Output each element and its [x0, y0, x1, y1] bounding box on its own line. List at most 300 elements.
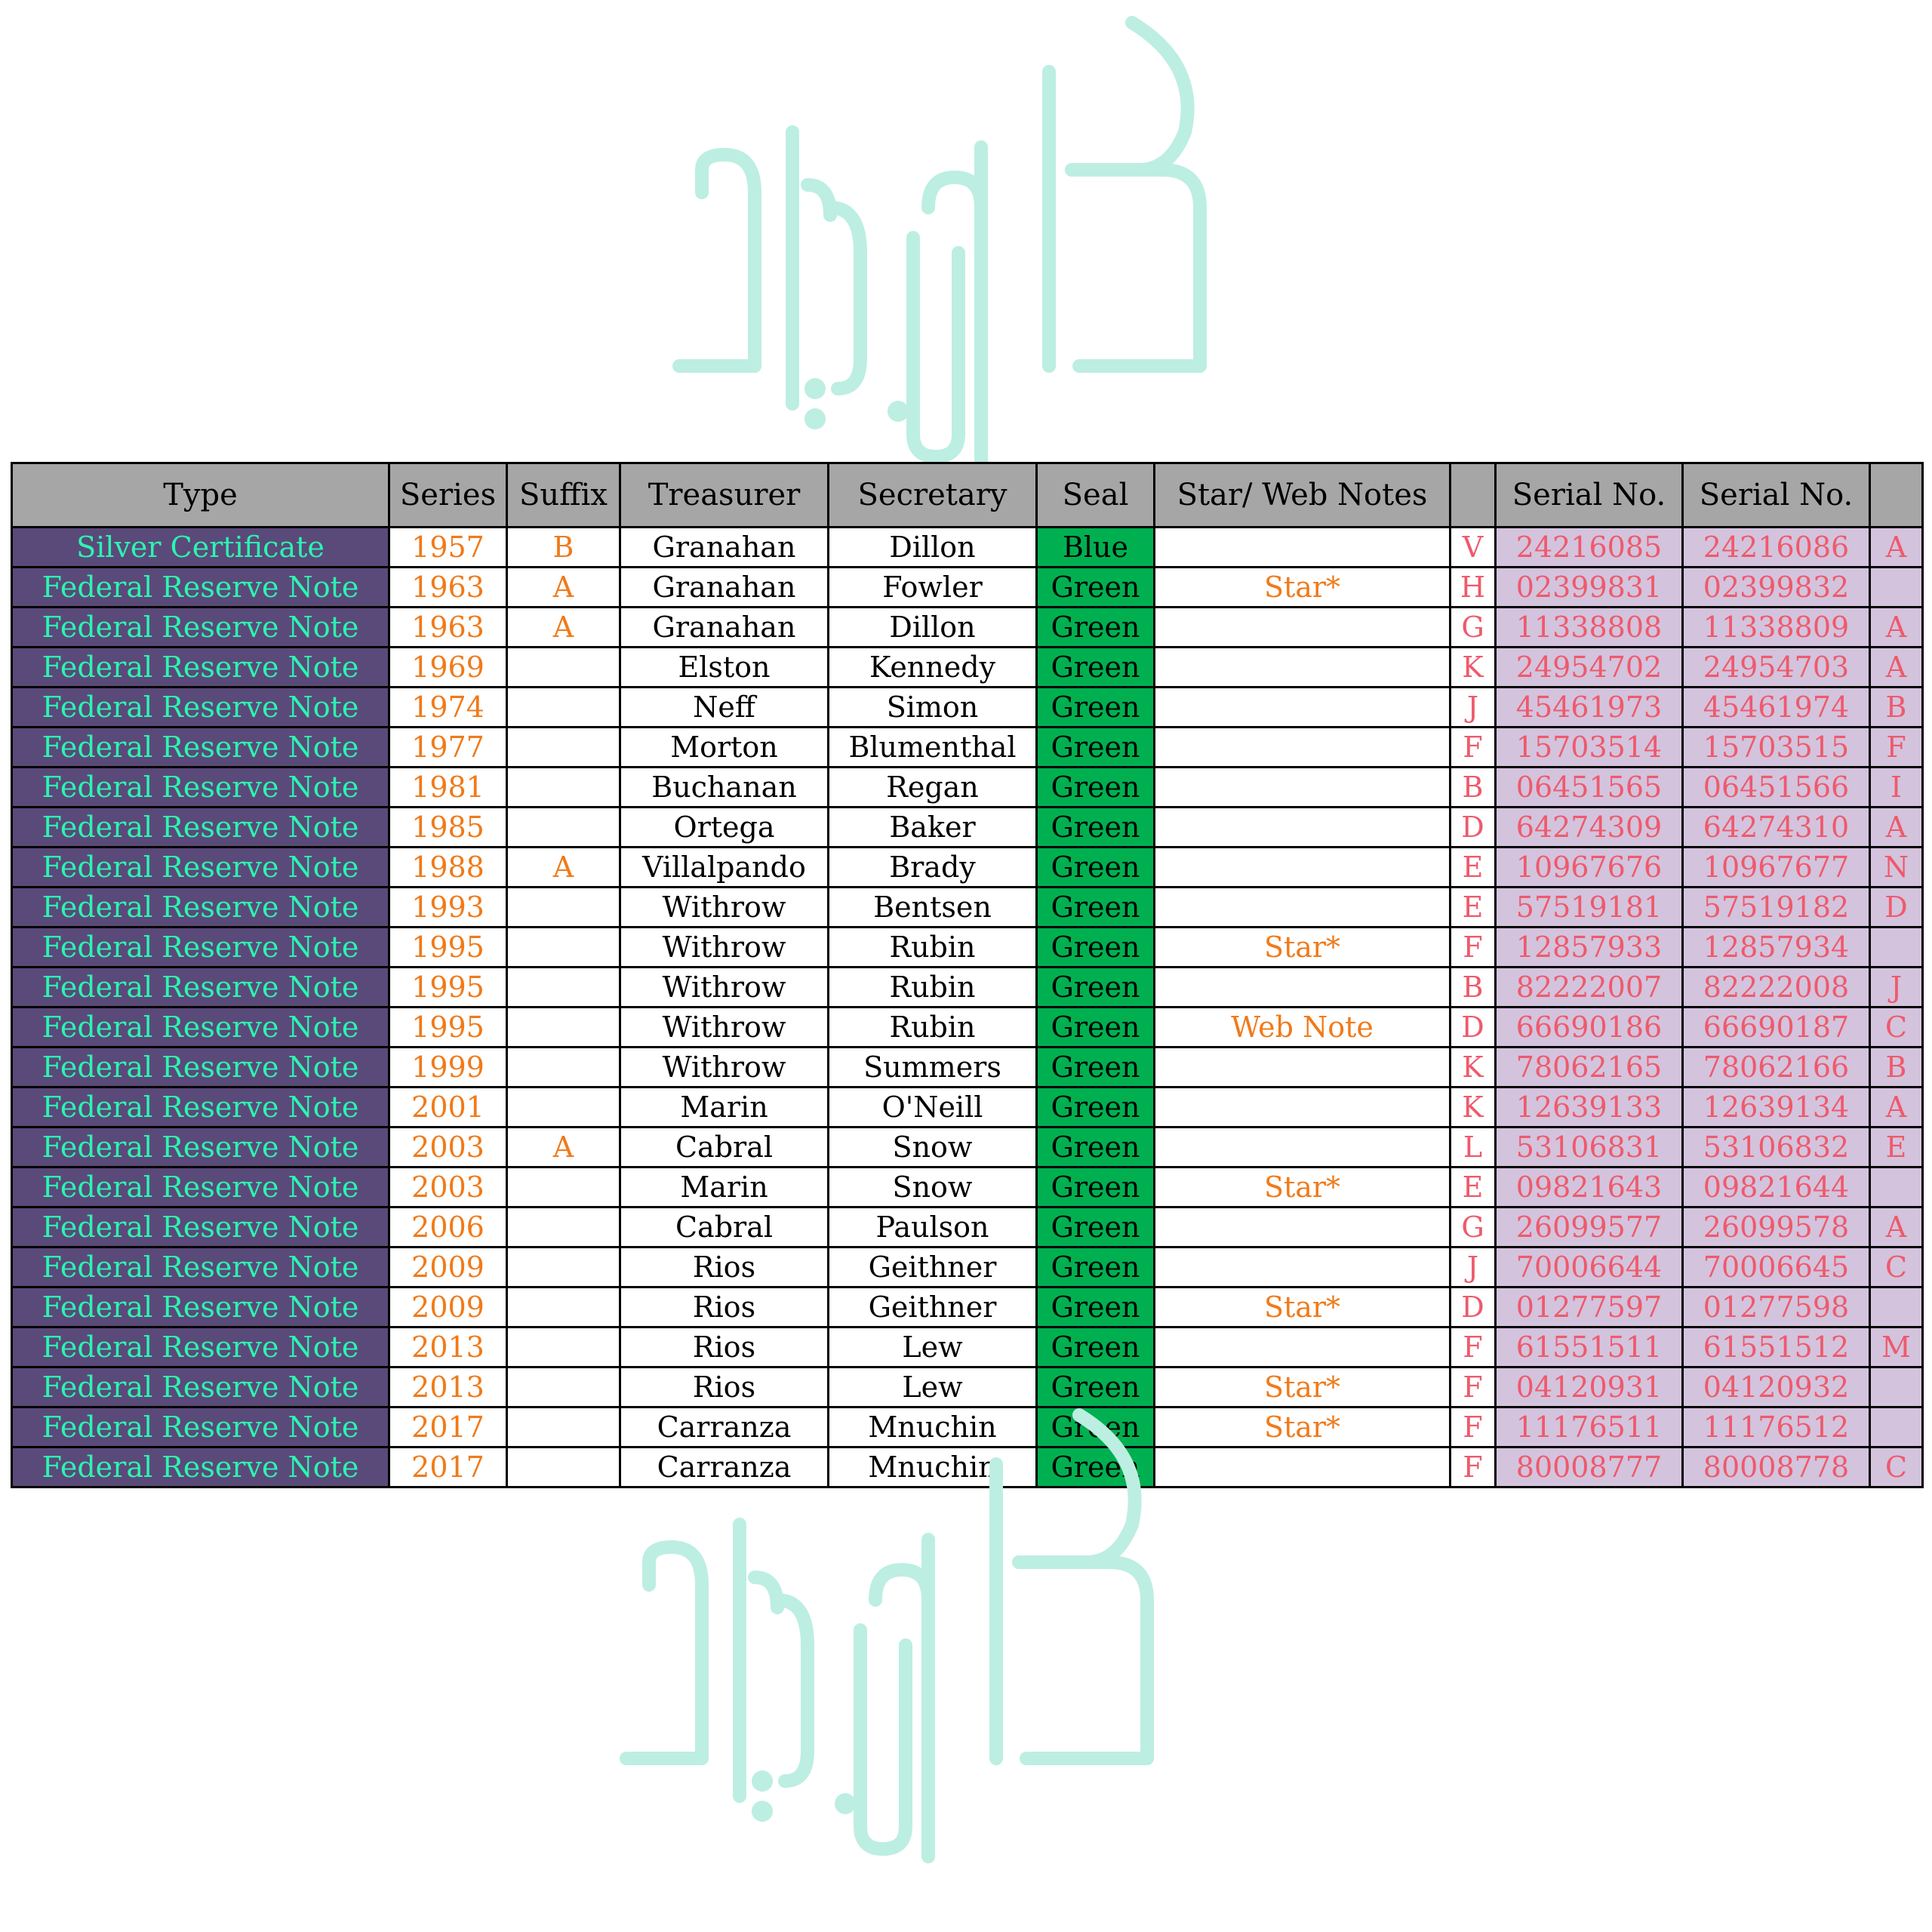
cell-suffix: A: [507, 848, 620, 888]
cell-star-web-note: [1155, 1247, 1451, 1287]
cell-serial-1: 61551511: [1496, 1327, 1683, 1367]
cell-serial-2: 02399832: [1683, 568, 1870, 608]
cell-serial-prefix: L: [1451, 1128, 1496, 1168]
cell-serial-1: 70006644: [1496, 1247, 1683, 1287]
cell-serial-prefix: E: [1451, 1168, 1496, 1208]
cell-secretary: Lew: [829, 1327, 1037, 1367]
column-header-block: [1870, 463, 1923, 528]
cell-series: 1977: [389, 728, 507, 768]
cell-type: Federal Reserve Note: [12, 888, 389, 928]
cell-star-web-note: [1155, 888, 1451, 928]
table-row: [12, 1327, 1923, 1367]
table-row: [12, 1048, 1923, 1088]
cell-serial-prefix: G: [1451, 608, 1496, 648]
cell-serial-2: 70006645: [1683, 1247, 1870, 1287]
cell-serial-block: C: [1870, 1247, 1923, 1287]
cell-type: Federal Reserve Note: [12, 1168, 389, 1208]
cell-serial-prefix: F: [1451, 928, 1496, 968]
column-header-treasurer: Treasurer: [620, 463, 829, 528]
cell-serial-block: B: [1870, 1048, 1923, 1088]
cell-serial-1: 64274309: [1496, 808, 1683, 848]
header-row: [12, 463, 1923, 528]
cell-serial-prefix: K: [1451, 1048, 1496, 1088]
cell-suffix: [507, 928, 620, 968]
cell-serial-1: 01277597: [1496, 1287, 1683, 1327]
cell-serial-prefix: V: [1451, 528, 1496, 568]
table-row: [12, 1168, 1923, 1208]
table-row: [12, 1367, 1923, 1407]
table-row: [12, 1008, 1923, 1048]
cell-type: Federal Reserve Note: [12, 1128, 389, 1168]
cell-type: Federal Reserve Note: [12, 1447, 389, 1487]
cell-serial-1: 11338808: [1496, 608, 1683, 648]
cell-serial-1: 10967676: [1496, 848, 1683, 888]
cell-serial-1: 15703514: [1496, 728, 1683, 768]
cell-seal: Green: [1037, 1208, 1155, 1247]
cell-seal: Green: [1037, 1287, 1155, 1327]
cell-secretary: Brady: [829, 848, 1037, 888]
cell-secretary: Blumenthal: [829, 728, 1037, 768]
cell-secretary: O'Neill: [829, 1088, 1037, 1128]
cell-series: 2013: [389, 1327, 507, 1367]
table-row: [12, 848, 1923, 888]
cell-serial-block: [1870, 1367, 1923, 1407]
cell-seal: Green: [1037, 648, 1155, 688]
cell-seal: Green: [1037, 888, 1155, 928]
cell-serial-prefix: B: [1451, 768, 1496, 808]
cell-suffix: A: [507, 608, 620, 648]
table-row: [12, 1247, 1923, 1287]
cell-type: Federal Reserve Note: [12, 568, 389, 608]
cell-serial-1: 06451565: [1496, 768, 1683, 808]
cell-treasurer: Cabral: [620, 1208, 829, 1247]
cell-treasurer: Buchanan: [620, 768, 829, 808]
cell-type: Federal Reserve Note: [12, 1208, 389, 1247]
cell-treasurer: Elston: [620, 648, 829, 688]
cell-star-web-note: Star*: [1155, 568, 1451, 608]
cell-series: 1995: [389, 968, 507, 1008]
table-body: [12, 528, 1923, 1487]
cell-type: Federal Reserve Note: [12, 1367, 389, 1407]
column-header-serial-2: Serial No.: [1683, 463, 1870, 528]
cell-serial-block: A: [1870, 1208, 1923, 1247]
cell-seal: Green: [1037, 1367, 1155, 1407]
cell-star-web-note: [1155, 728, 1451, 768]
cell-serial-1: 78062165: [1496, 1048, 1683, 1088]
cell-serial-block: [1870, 928, 1923, 968]
cell-type: Federal Reserve Note: [12, 688, 389, 728]
cell-star-web-note: [1155, 1088, 1451, 1128]
cell-serial-1: 66690186: [1496, 1008, 1683, 1048]
cell-serial-2: 10967677: [1683, 848, 1870, 888]
cell-suffix: [507, 688, 620, 728]
cell-serial-prefix: B: [1451, 968, 1496, 1008]
cell-serial-1: 02399831: [1496, 568, 1683, 608]
cell-serial-2: 45461974: [1683, 688, 1870, 728]
cell-type: Federal Reserve Note: [12, 608, 389, 648]
cell-secretary: Bentsen: [829, 888, 1037, 928]
cell-secretary: Dillon: [829, 528, 1037, 568]
cell-serial-1: 12639133: [1496, 1088, 1683, 1128]
cell-seal: Green: [1037, 1008, 1155, 1048]
cell-series: 1974: [389, 688, 507, 728]
cell-seal: Green: [1037, 968, 1155, 1008]
currency-notes-table: [11, 462, 1924, 1488]
table-row: [12, 1128, 1923, 1168]
cell-star-web-note: [1155, 608, 1451, 648]
cell-serial-1: 11176511: [1496, 1407, 1683, 1447]
cell-serial-1: 12857933: [1496, 928, 1683, 968]
cell-serial-prefix: F: [1451, 1407, 1496, 1447]
cell-secretary: Dillon: [829, 608, 1037, 648]
cell-serial-2: 06451566: [1683, 768, 1870, 808]
cell-type: Federal Reserve Note: [12, 1407, 389, 1447]
cell-suffix: [507, 1367, 620, 1407]
cell-star-web-note: [1155, 1048, 1451, 1088]
cell-star-web-note: Star*: [1155, 1407, 1451, 1447]
cell-treasurer: Morton: [620, 728, 829, 768]
cell-series: 1995: [389, 1008, 507, 1048]
cell-type: Federal Reserve Note: [12, 1088, 389, 1128]
cell-seal: Green: [1037, 1407, 1155, 1447]
cell-seal: Green: [1037, 688, 1155, 728]
cell-seal: Green: [1037, 768, 1155, 808]
cell-treasurer: Ortega: [620, 808, 829, 848]
cell-serial-block: [1870, 1287, 1923, 1327]
cell-secretary: Kennedy: [829, 648, 1037, 688]
table-row: [12, 648, 1923, 688]
cell-seal: Green: [1037, 1168, 1155, 1208]
cell-type: Federal Reserve Note: [12, 928, 389, 968]
column-header-serial-1: Serial No.: [1496, 463, 1683, 528]
cell-serial-prefix: J: [1451, 1247, 1496, 1287]
cell-serial-block: M: [1870, 1327, 1923, 1367]
cell-seal: Green: [1037, 728, 1155, 768]
cell-series: 2006: [389, 1208, 507, 1247]
cell-serial-2: 12857934: [1683, 928, 1870, 968]
cell-treasurer: Rios: [620, 1287, 829, 1327]
cell-serial-1: 24216085: [1496, 528, 1683, 568]
cell-series: 2003: [389, 1168, 507, 1208]
cell-series: 2017: [389, 1447, 507, 1487]
cell-suffix: [507, 888, 620, 928]
cell-treasurer: Granahan: [620, 528, 829, 568]
cell-serial-1: 24954702: [1496, 648, 1683, 688]
cell-type: Federal Reserve Note: [12, 1287, 389, 1327]
cell-secretary: Geithner: [829, 1287, 1037, 1327]
cell-serial-1: 80008777: [1496, 1447, 1683, 1487]
cell-treasurer: Carranza: [620, 1407, 829, 1447]
cell-serial-block: J: [1870, 968, 1923, 1008]
cell-serial-2: 24954703: [1683, 648, 1870, 688]
cell-type: Federal Reserve Note: [12, 1048, 389, 1088]
cell-serial-2: 11338809: [1683, 608, 1870, 648]
cell-suffix: B: [507, 528, 620, 568]
cell-suffix: [507, 1447, 620, 1487]
cell-star-web-note: [1155, 848, 1451, 888]
table-row: [12, 728, 1923, 768]
cell-seal: Green: [1037, 1048, 1155, 1088]
cell-seal: Green: [1037, 568, 1155, 608]
cell-serial-1: 57519181: [1496, 888, 1683, 928]
cell-treasurer: Granahan: [620, 608, 829, 648]
cell-secretary: Snow: [829, 1128, 1037, 1168]
cell-secretary: Lew: [829, 1367, 1037, 1407]
cell-suffix: [507, 728, 620, 768]
cell-seal: Green: [1037, 1447, 1155, 1487]
cell-serial-prefix: F: [1451, 1327, 1496, 1367]
cell-series: 2017: [389, 1407, 507, 1447]
cell-suffix: [507, 1168, 620, 1208]
cell-treasurer: Carranza: [620, 1447, 829, 1487]
cell-serial-block: C: [1870, 1008, 1923, 1048]
cell-treasurer: Neff: [620, 688, 829, 728]
cell-suffix: [507, 1088, 620, 1128]
cell-serial-block: A: [1870, 1088, 1923, 1128]
cell-seal: Green: [1037, 1128, 1155, 1168]
cell-series: 1988: [389, 848, 507, 888]
cell-serial-1: 82222007: [1496, 968, 1683, 1008]
column-header-type: Type: [12, 463, 389, 528]
cell-serial-block: A: [1870, 808, 1923, 848]
cell-secretary: Geithner: [829, 1247, 1037, 1287]
cell-series: 1963: [389, 568, 507, 608]
cell-type: Federal Reserve Note: [12, 768, 389, 808]
table-row: [12, 888, 1923, 928]
column-header-seal: Seal: [1037, 463, 1155, 528]
cell-suffix: [507, 808, 620, 848]
cell-secretary: Regan: [829, 768, 1037, 808]
column-header-suffix: Suffix: [507, 463, 620, 528]
cell-secretary: Simon: [829, 688, 1037, 728]
cell-series: 2001: [389, 1088, 507, 1128]
cell-serial-block: A: [1870, 528, 1923, 568]
cell-star-web-note: Web Note: [1155, 1008, 1451, 1048]
cell-serial-2: 15703515: [1683, 728, 1870, 768]
cell-serial-block: E: [1870, 1128, 1923, 1168]
cell-serial-2: 01277598: [1683, 1287, 1870, 1327]
cell-suffix: A: [507, 568, 620, 608]
table-row: [12, 808, 1923, 848]
cell-seal: Green: [1037, 1247, 1155, 1287]
cell-serial-prefix: J: [1451, 688, 1496, 728]
cell-series: 1969: [389, 648, 507, 688]
cell-series: 1963: [389, 608, 507, 648]
cell-serial-prefix: E: [1451, 888, 1496, 928]
cell-serial-block: F: [1870, 728, 1923, 768]
cell-suffix: A: [507, 1128, 620, 1168]
cell-serial-prefix: F: [1451, 728, 1496, 768]
cell-secretary: Paulson: [829, 1208, 1037, 1247]
cell-secretary: Rubin: [829, 968, 1037, 1008]
cell-series: 1999: [389, 1048, 507, 1088]
cell-serial-2: 64274310: [1683, 808, 1870, 848]
cell-serial-2: 12639134: [1683, 1088, 1870, 1128]
cell-type: Federal Reserve Note: [12, 728, 389, 768]
cell-treasurer: Marin: [620, 1088, 829, 1128]
cell-serial-block: I: [1870, 768, 1923, 808]
cell-seal: Green: [1037, 808, 1155, 848]
table-row: [12, 1407, 1923, 1447]
cell-serial-prefix: D: [1451, 808, 1496, 848]
cell-suffix: [507, 1407, 620, 1447]
cell-type: Federal Reserve Note: [12, 1008, 389, 1048]
cell-serial-prefix: G: [1451, 1208, 1496, 1247]
table-row: [12, 768, 1923, 808]
cell-seal: Green: [1037, 1327, 1155, 1367]
cell-serial-prefix: K: [1451, 1088, 1496, 1128]
cell-star-web-note: [1155, 688, 1451, 728]
cell-star-web-note: [1155, 968, 1451, 1008]
cell-series: 2013: [389, 1367, 507, 1407]
cell-type: Silver Certificate: [12, 528, 389, 568]
cell-serial-2: 11176512: [1683, 1407, 1870, 1447]
cell-serial-prefix: K: [1451, 648, 1496, 688]
table-row: [12, 688, 1923, 728]
cell-series: 2009: [389, 1287, 507, 1327]
column-header-star-web-notes: Star/ Web Notes: [1155, 463, 1451, 528]
cell-serial-2: 04120932: [1683, 1367, 1870, 1407]
cell-serial-1: 26099577: [1496, 1208, 1683, 1247]
table-row: [12, 608, 1923, 648]
cell-secretary: Rubin: [829, 1008, 1037, 1048]
cell-treasurer: Granahan: [620, 568, 829, 608]
cell-secretary: Mnuchin: [829, 1407, 1037, 1447]
cell-secretary: Baker: [829, 808, 1037, 848]
cell-serial-2: 09821644: [1683, 1168, 1870, 1208]
cell-suffix: [507, 1048, 620, 1088]
cell-star-web-note: Star*: [1155, 1168, 1451, 1208]
cell-serial-prefix: D: [1451, 1008, 1496, 1048]
cell-serial-block: A: [1870, 608, 1923, 648]
cell-serial-1: 09821643: [1496, 1168, 1683, 1208]
cell-seal: Green: [1037, 1088, 1155, 1128]
cell-series: 1995: [389, 928, 507, 968]
table-row: [12, 928, 1923, 968]
cell-treasurer: Withrow: [620, 928, 829, 968]
cell-suffix: [507, 968, 620, 1008]
table-row: [12, 1208, 1923, 1247]
cell-type: Federal Reserve Note: [12, 808, 389, 848]
cell-series: 1981: [389, 768, 507, 808]
table-row: [12, 968, 1923, 1008]
cell-serial-block: A: [1870, 648, 1923, 688]
cell-serial-block: D: [1870, 888, 1923, 928]
column-header-series: Series: [389, 463, 507, 528]
cell-treasurer: Withrow: [620, 1048, 829, 1088]
cell-suffix: [507, 1208, 620, 1247]
cell-series: 2009: [389, 1247, 507, 1287]
cell-seal: Blue: [1037, 528, 1155, 568]
table-row: [12, 568, 1923, 608]
cell-treasurer: Rios: [620, 1247, 829, 1287]
cell-serial-2: 66690187: [1683, 1008, 1870, 1048]
cell-seal: Green: [1037, 928, 1155, 968]
cell-secretary: Mnuchin: [829, 1447, 1037, 1487]
cell-serial-block: C: [1870, 1447, 1923, 1487]
cell-serial-1: 53106831: [1496, 1128, 1683, 1168]
cell-star-web-note: [1155, 648, 1451, 688]
cell-star-web-note: [1155, 528, 1451, 568]
cell-serial-prefix: F: [1451, 1367, 1496, 1407]
cell-serial-prefix: E: [1451, 848, 1496, 888]
cell-suffix: [507, 1287, 620, 1327]
cell-secretary: Snow: [829, 1168, 1037, 1208]
cell-series: 2003: [389, 1128, 507, 1168]
cell-star-web-note: [1155, 768, 1451, 808]
cell-series: 1985: [389, 808, 507, 848]
table-row: [12, 1287, 1923, 1327]
cell-treasurer: Cabral: [620, 1128, 829, 1168]
cell-serial-block: [1870, 1168, 1923, 1208]
cell-serial-2: 61551512: [1683, 1327, 1870, 1367]
cell-treasurer: Withrow: [620, 968, 829, 1008]
cell-serial-2: 82222008: [1683, 968, 1870, 1008]
cell-secretary: Rubin: [829, 928, 1037, 968]
cell-star-web-note: [1155, 1447, 1451, 1487]
cell-star-web-note: [1155, 1208, 1451, 1247]
cell-serial-2: 53106832: [1683, 1128, 1870, 1168]
table-row: [12, 1088, 1923, 1128]
cell-treasurer: Rios: [620, 1327, 829, 1367]
cell-type: Federal Reserve Note: [12, 968, 389, 1008]
calligraphy-watermark-logo: [657, 11, 1260, 494]
cell-serial-prefix: D: [1451, 1287, 1496, 1327]
column-header-prefix: [1451, 463, 1496, 528]
cell-secretary: Summers: [829, 1048, 1037, 1088]
cell-serial-2: 24216086: [1683, 528, 1870, 568]
cell-serial-block: N: [1870, 848, 1923, 888]
cell-serial-block: [1870, 568, 1923, 608]
cell-star-web-note: [1155, 1128, 1451, 1168]
cell-series: 1993: [389, 888, 507, 928]
cell-serial-2: 80008778: [1683, 1447, 1870, 1487]
cell-serial-block: B: [1870, 688, 1923, 728]
cell-treasurer: Withrow: [620, 1008, 829, 1048]
cell-suffix: [507, 648, 620, 688]
cell-serial-2: 78062166: [1683, 1048, 1870, 1088]
cell-serial-block: [1870, 1407, 1923, 1447]
cell-series: 1957: [389, 528, 507, 568]
cell-type: Federal Reserve Note: [12, 848, 389, 888]
cell-serial-2: 57519182: [1683, 888, 1870, 928]
cell-serial-1: 45461973: [1496, 688, 1683, 728]
cell-treasurer: Villalpando: [620, 848, 829, 888]
cell-type: Federal Reserve Note: [12, 1247, 389, 1287]
cell-treasurer: Withrow: [620, 888, 829, 928]
cell-star-web-note: Star*: [1155, 1287, 1451, 1327]
cell-serial-1: 04120931: [1496, 1367, 1683, 1407]
cell-treasurer: Marin: [620, 1168, 829, 1208]
cell-star-web-note: [1155, 808, 1451, 848]
cell-type: Federal Reserve Note: [12, 648, 389, 688]
cell-star-web-note: [1155, 1327, 1451, 1367]
cell-treasurer: Rios: [620, 1367, 829, 1407]
cell-star-web-note: Star*: [1155, 1367, 1451, 1407]
cell-seal: Green: [1037, 608, 1155, 648]
cell-suffix: [507, 1327, 620, 1367]
cell-serial-prefix: H: [1451, 568, 1496, 608]
cell-star-web-note: Star*: [1155, 928, 1451, 968]
cell-serial-2: 26099578: [1683, 1208, 1870, 1247]
cell-type: Federal Reserve Note: [12, 1327, 389, 1367]
table-row: [12, 528, 1923, 568]
table-row: [12, 1447, 1923, 1487]
cell-suffix: [507, 1008, 620, 1048]
column-header-secretary: Secretary: [829, 463, 1037, 528]
cell-seal: Green: [1037, 848, 1155, 888]
cell-serial-prefix: F: [1451, 1447, 1496, 1487]
